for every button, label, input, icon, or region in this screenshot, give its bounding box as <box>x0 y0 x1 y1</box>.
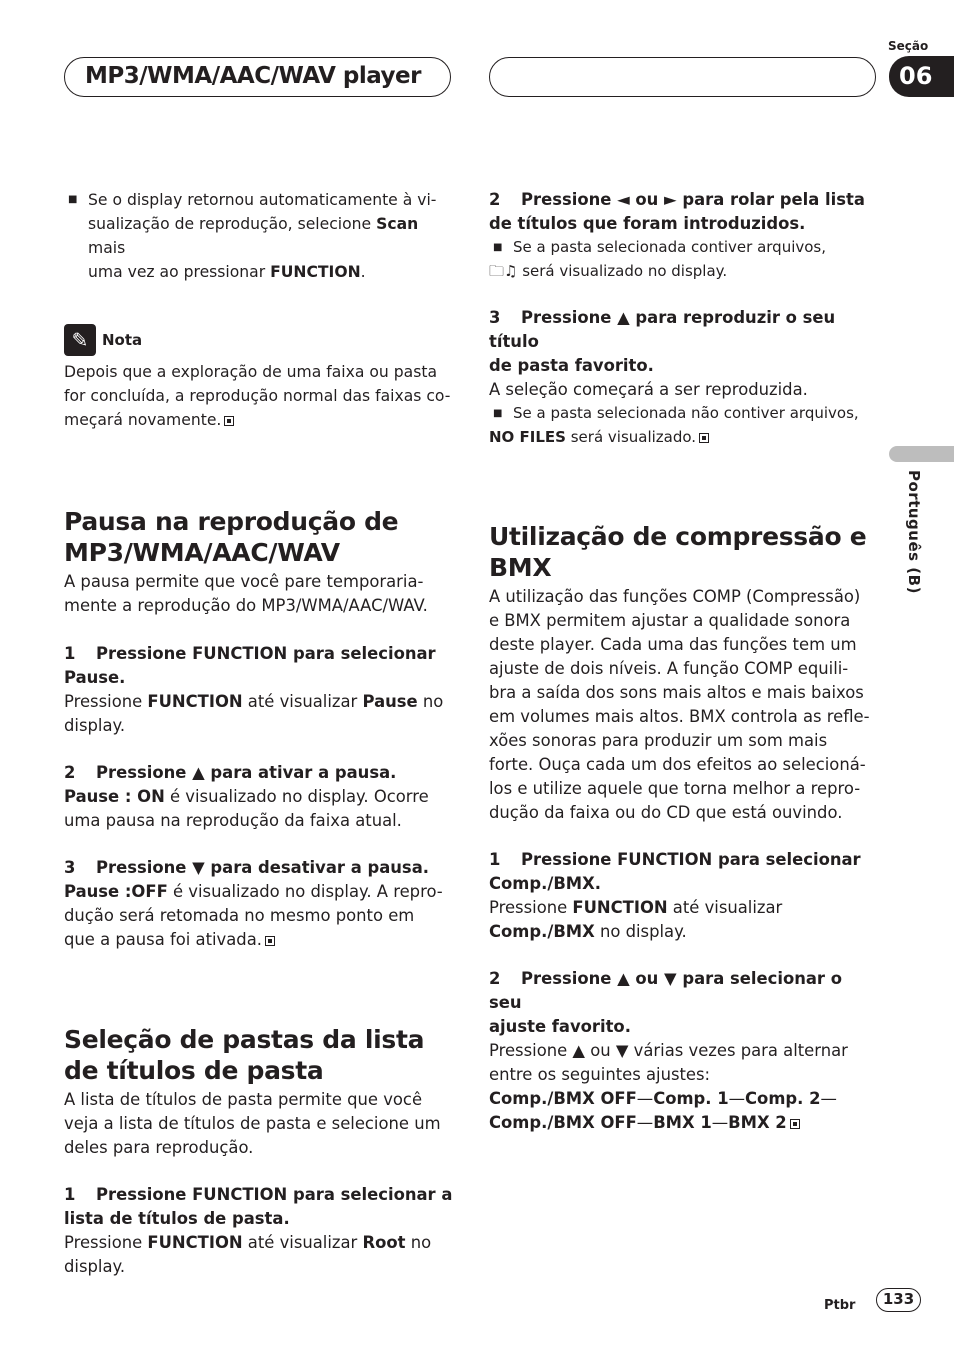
end-mark-icon <box>224 416 234 426</box>
heading-pause: Pausa na reprodução de MP3/WMA/AAC/WAV <box>64 507 399 567</box>
step-body: Pause :OFF é visualizado no display. A repro- dução será retomada no mesmo ponto em que a pausa foi ativada. <box>64 882 443 949</box>
language-code: Ptbr <box>824 1298 856 1313</box>
list-item-cont: NO FILES será visualizado. <box>489 426 879 450</box>
heading-folder-list: Seleção de pastas da lista de títulos de pasta <box>64 1025 425 1085</box>
heading-compression: Utilização de compressão e BMX <box>489 522 867 582</box>
end-mark-icon <box>790 1119 800 1129</box>
step-body: Pause : ON é visualizado no display. Ocorre uma pausa na reprodução da faixa atual. <box>64 787 429 830</box>
list-item-cont: 🗀♫ será visualizado no display. <box>489 261 728 280</box>
section-label: Seção <box>888 39 929 53</box>
page-number: 133 <box>876 1288 921 1312</box>
step-body: Pressione FUNCTION até visualizar Pause no display. <box>64 692 444 735</box>
language-tab-marker <box>889 446 954 462</box>
right-column <box>489 188 879 1135</box>
step-body: Pressione FUNCTION até visualizar Comp./BMX no display. <box>489 898 783 941</box>
end-mark-icon <box>699 433 709 443</box>
pencil-note-icon: ✎ <box>64 324 96 356</box>
list-item: ■ Se o display retornou automaticamente à vi- sualização de reprodução, selecione Scan mais uma vez ao pressionar FUNCTION. <box>64 188 454 284</box>
list-item: ■ Se a pasta selecionada não contiver arquivos, <box>489 402 879 426</box>
section-number-badge: 06 <box>889 56 954 97</box>
folder-play-icon: 🗀♫ <box>489 261 518 280</box>
step-heading: 2 Pressione ▲ ou ▼ para selecionar o seu ajuste favorito. <box>489 969 842 1036</box>
step-heading: 1 Pressione FUNCTION para selecionar Pause. <box>64 644 436 687</box>
note-title: Nota <box>102 331 143 349</box>
note-header <box>64 324 454 356</box>
left-column <box>64 188 454 1279</box>
step-body: Pressione ▲ ou ▼ várias vezes para alternar entre os seguintes ajustes: <box>489 1041 848 1084</box>
end-mark-icon <box>265 936 275 946</box>
step-heading: 3 Pressione ▼ para desativar a pausa. <box>64 858 429 877</box>
folder-list-intro: A lista de títulos de pasta permite que você veja a lista de títulos de pasta e selecione um deles para reprodução. <box>64 1090 441 1157</box>
compression-intro: A utilização das funções COMP (Compressão) e BMX permitem ajustar a qualidade sonora deste player. Cada uma das funções tem um ajuste de dois níveis. A função COMP equili- bra a saída dos sons mais altos e mais baixos em volumes mais altos. BMX controla as refle- xões sonoras para produzir um som mais forte. Ouça cada um dos efeitos ao selecioná- los e utilize aquele que torna melhor a repro- dução da faixa ou do CD que está ouvindo. <box>489 587 870 822</box>
section-title-pill <box>64 57 451 97</box>
step-heading: 3 Pressione ▲ para reproduzir o seu título de pasta favorito. <box>489 308 836 375</box>
list-item: ■ Se a pasta selecionada contiver arquivos, <box>489 236 879 260</box>
bullet-icon: ■ <box>493 242 503 253</box>
bullet-icon: ■ <box>493 408 503 419</box>
step-body: A seleção começará a ser reproduzida. <box>489 380 808 399</box>
settings-sequence: Comp./BMX OFF—Comp. 1—Comp. 2— Comp./BMX OFF—BMX 1—BMX 2 <box>489 1089 837 1132</box>
step-heading: 1 Pressione FUNCTION para selecionar a lista de títulos de pasta. <box>64 1185 453 1228</box>
header-empty-pill <box>489 57 876 97</box>
bullet-icon: ■ <box>68 194 78 205</box>
step-body: Pressione FUNCTION até visualizar Root no display. <box>64 1233 432 1276</box>
note-text: Depois que a exploração de uma faixa ou pasta for concluída, a reprodução normal das faixas co- meçará novamente. <box>64 363 451 429</box>
section-title: MP3/WMA/AAC/WAV player <box>85 63 421 89</box>
step-heading: 1 Pressione FUNCTION para selecionar Comp./BMX. <box>489 850 861 893</box>
pause-intro: A pausa permite que você pare temporaria- mente a reprodução do MP3/WMA/AAC/WAV. <box>64 572 428 615</box>
step-heading: 2 Pressione ◄ ou ► para rolar pela lista de títulos que foram introduzidos. <box>489 190 865 233</box>
language-side-label: Português (B) <box>905 470 923 594</box>
step-heading: 2 Pressione ▲ para ativar a pausa. <box>64 763 397 782</box>
